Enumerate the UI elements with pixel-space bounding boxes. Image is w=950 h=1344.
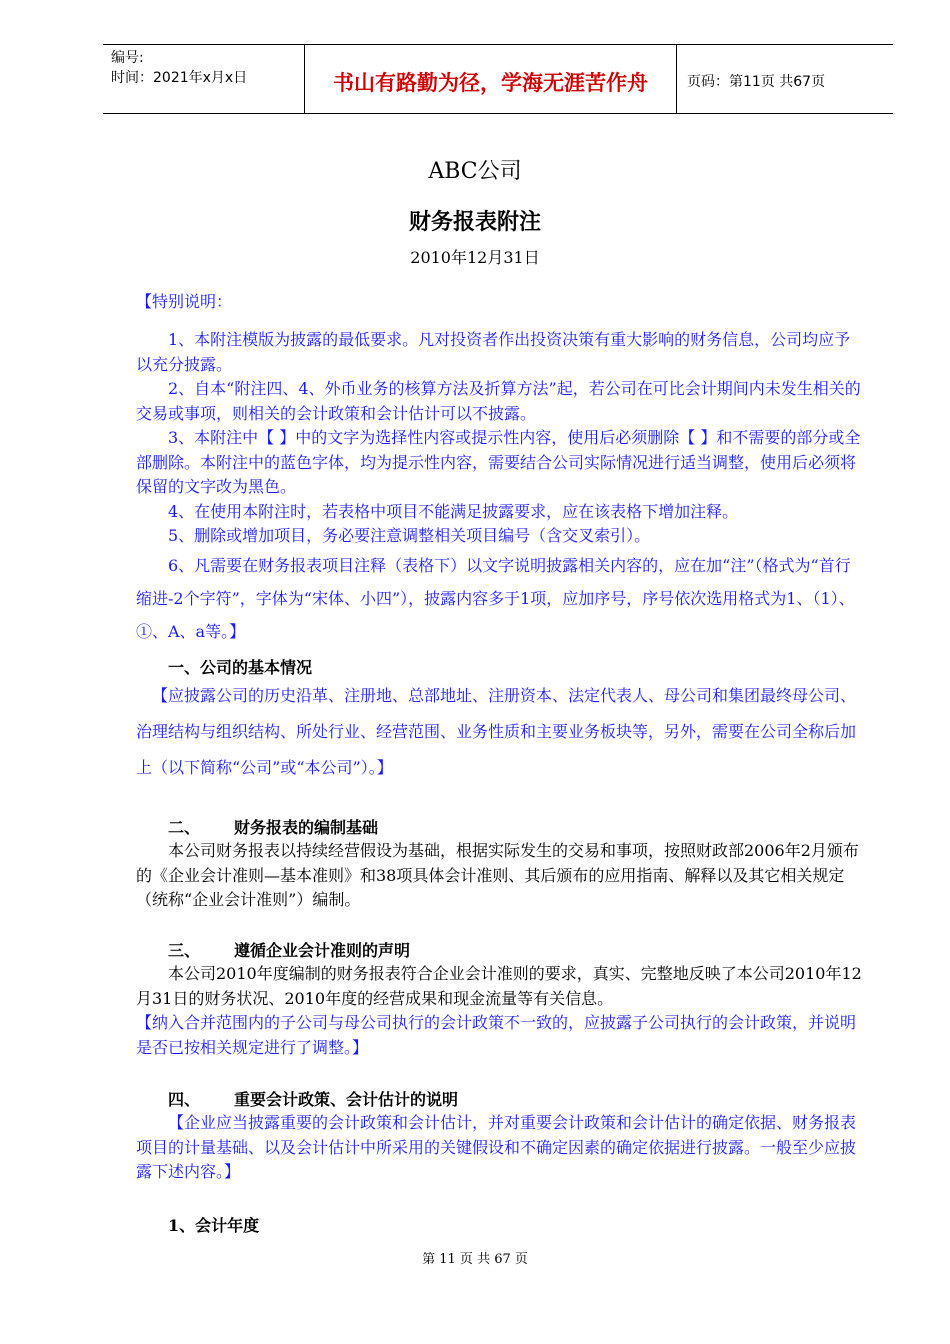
page-label: 页码：第11页 共67页 [687,74,826,90]
special-note-item: 3、本附注中【 】中的文字为选择性内容或提示性内容，使用后必须删除【 】和不需要的部分或全部删除。本附注中的蓝色字体，均为提示性内容，需要结合公司实际情况进行适当调整，使用后必须将保留的文字改为黑色。 [136,428,861,496]
company-title: ABC公司 [428,159,522,184]
page-header [103,44,893,114]
header-page-cell [677,45,893,113]
section-heading-4: 四、 重要会计政策、会计估计的说明 [168,1090,459,1109]
document-date: 2010年12月31日 [410,248,540,267]
special-note-item: 4、在使用本附注时，若表格中项目不能满足披露要求，应在该表格下增加注释。 [168,501,739,521]
section-heading-3: 三、 遵循企业会计准则的声明 [168,941,411,960]
special-note-item: 6、凡需要在财务报表项目注释（表格下）以文字说明披露相关内容的，应在加“注”（格式为“首行缩进-2个字符”，字体为“宋体、小四”），披露内容多于1项，应加序号，序号依次选用格式为1、（1）、①、A、a等。】 [136,555,855,641]
section-heading-1: 一、公司的基本情况 [168,658,313,677]
time-label: 时间：2021年x月x日 [111,70,248,86]
special-note-item: 5、删除或增加项目，务必要注意调整相关项目编号（含交叉索引）。 [168,526,651,545]
section-3-body: 本公司2010年度编制的财务报表符合企业会计准则的要求，真实、完整地反映了本公司2010年12月31日的财务状况、2010年度的经营成果和现金流量等有关信息。 【纳入合并范围内的子公司与母公司执行的会计政策不一致的，应披露子公司执行的会计政策，并说明是否已按相关规定进行了调整。】 [136,962,866,1060]
header-motto-cell [305,45,677,113]
special-note-item: 2、自本“附注四、4、外币业务的核算方法及折算方法”起，若公司在可比会计期间内未发生相关的交易或事项，则相关的会计政策和会计估计可以不披露。 [136,379,861,423]
document-title: 财务报表附注 [408,209,541,235]
special-note-item: 1、本附注模版为披露的最低要求。凡对投资者作出投资决策有重大影响的财务信息，公司均应予以充分披露。 [136,330,851,374]
special-note-heading: 【特别说明： [136,292,233,311]
section-4-note: 【企业应当披露重要的会计政策和会计估计，并对重要会计政策和会计估计的确定依据、财务报表项目的计量基础、以及会计估计中所采用的关键假设和不确定因素的确定依据进行披露。一般至少应披露下述内容。】 [136,1113,857,1181]
section-2-body: 本公司财务报表以持续经营假设为基础，根据实际发生的交易和事项，按照财政部2006年2月颁布的《企业会计准则—基本准则》和38项具体会计准则、其后颁布的应用指南、解释以及其它相关规定（统称“企业会计准则”）编制。 [136,841,859,909]
header-left-cell [103,45,305,113]
page-footer: 第 11 页 共 67 页 [422,1252,528,1267]
number-label: 编号: [111,50,144,66]
motto-text: 书山有路勤为径，学海无涯苦作舟 [333,71,648,95]
section-heading-2: 二、 财务报表的编制基础 [168,818,379,837]
section-1-note: 【应披露公司的历史沿革、注册地、总部地址、注册资本、法定代表人、母公司和集团最终母公司、治理结构与组织结构、所处行业、经营范围、业务性质和主要业务板块等，另外，需要在公司全称后加上（以下简称“公司”或“本公司”）。】 [136,686,857,777]
subsection-heading-accounting-year: 1、会计年度 [168,1216,260,1235]
special-note-list [136,328,866,648]
section-3-note: 【纳入合并范围内的子公司与母公司执行的会计政策不一致的，应披露子公司执行的会计政策，并说明是否已按相关规定进行了调整。】 [136,1013,857,1057]
